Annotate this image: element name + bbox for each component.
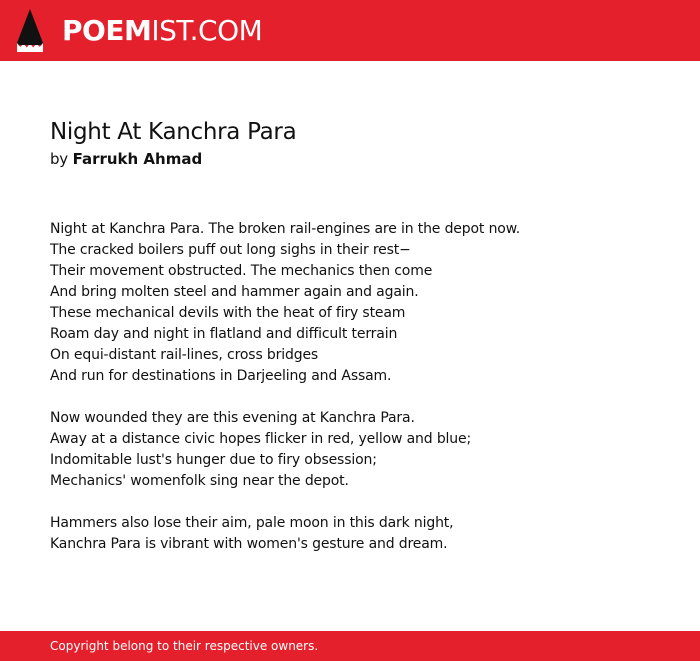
poem-title: Night At Kanchra Para: [50, 119, 297, 145]
stanza-1: [50, 219, 670, 387]
poem-body: [50, 219, 670, 576]
poem-line: Now wounded they are this evening at Kanchra Para.: [50, 410, 415, 426]
copyright-text: Copyright belong to their respective owners.: [50, 639, 319, 653]
poem-line: These mechanical devils with the heat of firy steam: [50, 305, 406, 321]
site-logo[interactable]: [62, 11, 262, 51]
poem-line: Night at Kanchra Para. The broken rail-engines are in the depot now.: [50, 221, 521, 237]
poem-line: Away at a distance civic hopes flicker in red, yellow and blue;: [50, 431, 472, 447]
logo-light-text: IST.COM: [151, 14, 263, 47]
pencil-tip-icon[interactable]: [17, 9, 43, 52]
poem-line: Kanchra Para is vibrant with women's gesture and dream.: [50, 536, 448, 552]
byline: [50, 149, 202, 169]
poem-line: Hammers also lose their aim, pale moon in this dark night,: [50, 515, 454, 531]
poem-line: On equi-distant rail-lines, cross bridges: [50, 347, 319, 363]
author-name: Farrukh Ahmad: [72, 150, 203, 168]
poem-line: Mechanics' womenfolk sing near the depot.: [50, 473, 349, 489]
site-footer: [0, 631, 700, 661]
stanza-2: [50, 408, 670, 492]
site-header: [0, 0, 700, 61]
poem-line: Their movement obstructed. The mechanics then come: [50, 263, 433, 279]
by-label: by: [50, 150, 68, 168]
poem-line: And bring molten steel and hammer again and again.: [50, 284, 419, 300]
poem-line: The cracked boilers puff out long sighs in their rest−: [50, 242, 411, 258]
poem-line: And run for destinations in Darjeeling and Assam.: [50, 368, 392, 384]
poem-line: Indomitable lust's hunger due to firy obsession;: [50, 452, 377, 468]
logo-bold-text: POEM: [62, 14, 152, 47]
poem-line: Roam day and night in flatland and difficult terrain: [50, 326, 398, 342]
stanza-3: [50, 513, 670, 555]
